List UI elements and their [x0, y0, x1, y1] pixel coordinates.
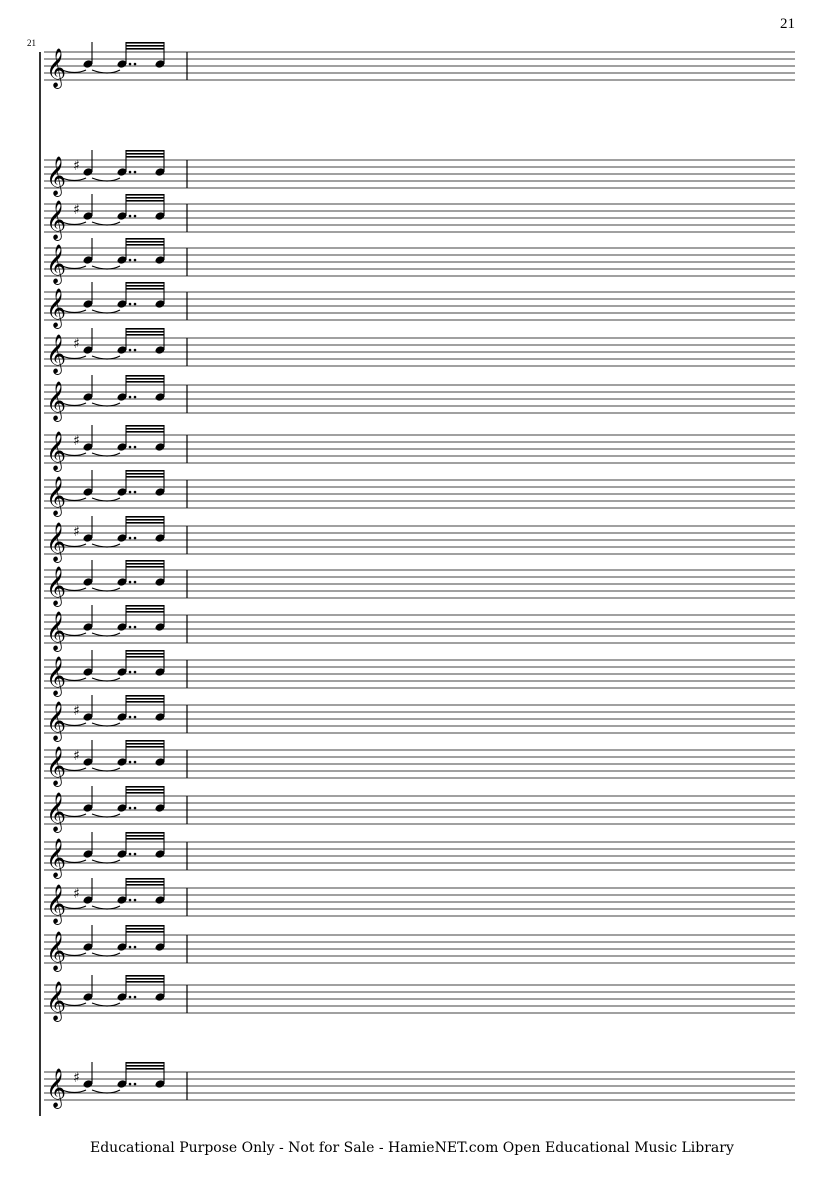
beam	[126, 48, 164, 50]
tie	[92, 953, 120, 956]
beam	[126, 881, 164, 883]
augmentation-dot	[129, 396, 132, 399]
staff	[44, 740, 795, 787]
augmentation-dot	[134, 491, 137, 494]
sharp-icon: ♯	[73, 433, 80, 449]
augmentation-dot	[134, 807, 137, 810]
beam	[126, 282, 164, 284]
beam	[126, 792, 164, 794]
staff	[44, 1062, 795, 1109]
augmentation-dot	[129, 537, 132, 540]
tie	[92, 723, 120, 726]
sharp-icon: ♯	[73, 158, 80, 174]
staff	[44, 786, 795, 833]
beam	[126, 285, 164, 287]
treble-clef-icon: 𝄞	[46, 381, 67, 421]
augmentation-dot	[134, 899, 137, 902]
beam	[126, 476, 164, 478]
tie	[92, 178, 120, 181]
treble-clef-icon: 𝄞	[46, 334, 67, 374]
augmentation-dot	[134, 671, 137, 674]
staff	[44, 150, 795, 197]
page-number: 21	[780, 16, 795, 32]
beam	[126, 566, 164, 568]
beam	[126, 563, 164, 565]
staff	[44, 925, 795, 972]
beam	[126, 522, 164, 524]
beam	[126, 153, 164, 155]
treble-clef-icon: 𝄞	[46, 431, 67, 471]
beam	[126, 740, 164, 742]
augmentation-dot	[134, 303, 137, 306]
beam	[126, 288, 164, 290]
treble-clef-icon: 𝄞	[46, 884, 67, 924]
augmentation-dot	[134, 996, 137, 999]
staff	[44, 832, 795, 879]
tie	[92, 453, 120, 456]
beam	[126, 375, 164, 377]
beam	[126, 884, 164, 886]
tie	[92, 678, 120, 681]
augmentation-dot	[134, 946, 137, 949]
treble-clef-icon: 𝄞	[46, 792, 67, 832]
treble-clef-icon: 𝄞	[46, 701, 67, 741]
augmentation-dot	[134, 626, 137, 629]
beam	[126, 42, 164, 44]
beam	[126, 150, 164, 152]
beam	[126, 1068, 164, 1070]
beam	[126, 431, 164, 433]
beam	[126, 470, 164, 472]
tie	[92, 356, 120, 359]
beam	[126, 425, 164, 427]
augmentation-dot	[129, 581, 132, 584]
beam	[126, 653, 164, 655]
staff	[44, 695, 795, 742]
sharp-icon: ♯	[73, 703, 80, 719]
staff	[44, 470, 795, 517]
beam	[126, 1065, 164, 1067]
augmentation-dot	[129, 303, 132, 306]
beam	[126, 746, 164, 748]
beam	[126, 473, 164, 475]
augmentation-dot	[134, 259, 137, 262]
staff	[44, 605, 795, 652]
treble-clef-icon: 𝄞	[46, 288, 67, 328]
beam	[126, 981, 164, 983]
beam	[126, 519, 164, 521]
augmentation-dot	[129, 215, 132, 218]
beam	[126, 786, 164, 788]
beam	[126, 428, 164, 430]
tie	[92, 403, 120, 406]
augmentation-dot	[129, 899, 132, 902]
augmentation-dot	[134, 396, 137, 399]
staff	[44, 282, 795, 329]
beam	[126, 334, 164, 336]
augmentation-dot	[134, 1083, 137, 1086]
tie	[92, 544, 120, 547]
sharp-icon: ♯	[73, 1070, 80, 1086]
beam	[126, 835, 164, 837]
staff	[44, 560, 795, 607]
beam	[126, 701, 164, 703]
augmentation-dot	[134, 581, 137, 584]
augmentation-dot	[129, 491, 132, 494]
augmentation-dot	[134, 171, 137, 174]
sharp-icon: ♯	[73, 336, 80, 352]
treble-clef-icon: 𝄞	[46, 156, 67, 196]
tie	[92, 266, 120, 269]
staff	[44, 878, 795, 925]
augmentation-dot	[129, 259, 132, 262]
beam	[126, 197, 164, 199]
augmentation-dot	[134, 349, 137, 352]
beam	[126, 241, 164, 243]
staff	[44, 650, 795, 697]
treble-clef-icon: 𝄞	[46, 656, 67, 696]
augmentation-dot	[129, 996, 132, 999]
staff	[44, 328, 795, 375]
augmentation-dot	[134, 853, 137, 856]
staves	[44, 42, 795, 1109]
beam	[126, 611, 164, 613]
beam	[126, 608, 164, 610]
beam	[126, 656, 164, 658]
beam	[126, 156, 164, 158]
augmentation-dot	[129, 853, 132, 856]
augmentation-dot	[129, 671, 132, 674]
beam	[126, 928, 164, 930]
beam	[126, 378, 164, 380]
measure-number: 21	[27, 38, 36, 48]
augmentation-dot	[129, 349, 132, 352]
augmentation-dot	[129, 1083, 132, 1086]
beam	[126, 200, 164, 202]
staff	[44, 375, 795, 422]
tie	[92, 222, 120, 225]
augmentation-dot	[134, 63, 137, 66]
treble-clef-icon: 𝄞	[46, 746, 67, 786]
beam	[126, 560, 164, 562]
augmentation-dot	[129, 716, 132, 719]
tie	[92, 768, 120, 771]
beam	[126, 743, 164, 745]
tie	[92, 310, 120, 313]
treble-clef-icon: 𝄞	[46, 566, 67, 606]
tie	[92, 1003, 120, 1006]
sharp-icon: ♯	[73, 886, 80, 902]
sharp-icon: ♯	[73, 524, 80, 540]
staff	[44, 975, 795, 1022]
treble-clef-icon: 𝄞	[46, 611, 67, 651]
augmentation-dot	[129, 761, 132, 764]
tie	[92, 814, 120, 817]
beam	[126, 605, 164, 607]
beam	[126, 45, 164, 47]
treble-clef-icon: 𝄞	[46, 931, 67, 971]
tie	[92, 633, 120, 636]
treble-clef-icon: 𝄞	[46, 522, 67, 562]
beam	[126, 931, 164, 933]
augmentation-dot	[129, 63, 132, 66]
augmentation-dot	[129, 626, 132, 629]
beam	[126, 238, 164, 240]
staff	[44, 194, 795, 241]
treble-clef-icon: 𝄞	[46, 200, 67, 240]
tie	[92, 498, 120, 501]
augmentation-dot	[134, 215, 137, 218]
treble-clef-icon: 𝄞	[46, 244, 67, 284]
tie	[92, 70, 120, 73]
augmentation-dot	[129, 807, 132, 810]
staff	[44, 238, 795, 285]
augmentation-dot	[134, 446, 137, 449]
augmentation-dot	[134, 761, 137, 764]
beam	[126, 194, 164, 196]
treble-clef-icon: 𝄞	[46, 981, 67, 1021]
tie	[92, 906, 120, 909]
beam	[126, 244, 164, 246]
beam	[126, 516, 164, 518]
staff	[44, 425, 795, 472]
beam	[126, 789, 164, 791]
beam	[126, 878, 164, 880]
staff	[44, 516, 795, 563]
staff	[44, 42, 795, 89]
beam	[126, 925, 164, 927]
augmentation-dot	[134, 537, 137, 540]
augmentation-dot	[129, 171, 132, 174]
beam	[126, 695, 164, 697]
tie	[92, 860, 120, 863]
sharp-icon: ♯	[73, 748, 80, 764]
tie	[92, 588, 120, 591]
beam	[126, 975, 164, 977]
augmentation-dot	[134, 716, 137, 719]
sharp-icon: ♯	[73, 202, 80, 218]
tie	[92, 1090, 120, 1093]
treble-clef-icon: 𝄞	[46, 48, 67, 88]
augmentation-dot	[129, 946, 132, 949]
beam	[126, 381, 164, 383]
treble-clef-icon: 𝄞	[46, 1068, 67, 1108]
augmentation-dot	[129, 446, 132, 449]
beam	[126, 650, 164, 652]
beam	[126, 838, 164, 840]
footer-text: Educational Purpose Only - Not for Sale - HamieNET.com Open Educational Music Library	[90, 1140, 734, 1156]
beam	[126, 698, 164, 700]
treble-clef-icon: 𝄞	[46, 476, 67, 516]
beam	[126, 832, 164, 834]
beam	[126, 978, 164, 980]
beam	[126, 1062, 164, 1064]
beam	[126, 331, 164, 333]
treble-clef-icon: 𝄞	[46, 838, 67, 878]
beam	[126, 328, 164, 330]
